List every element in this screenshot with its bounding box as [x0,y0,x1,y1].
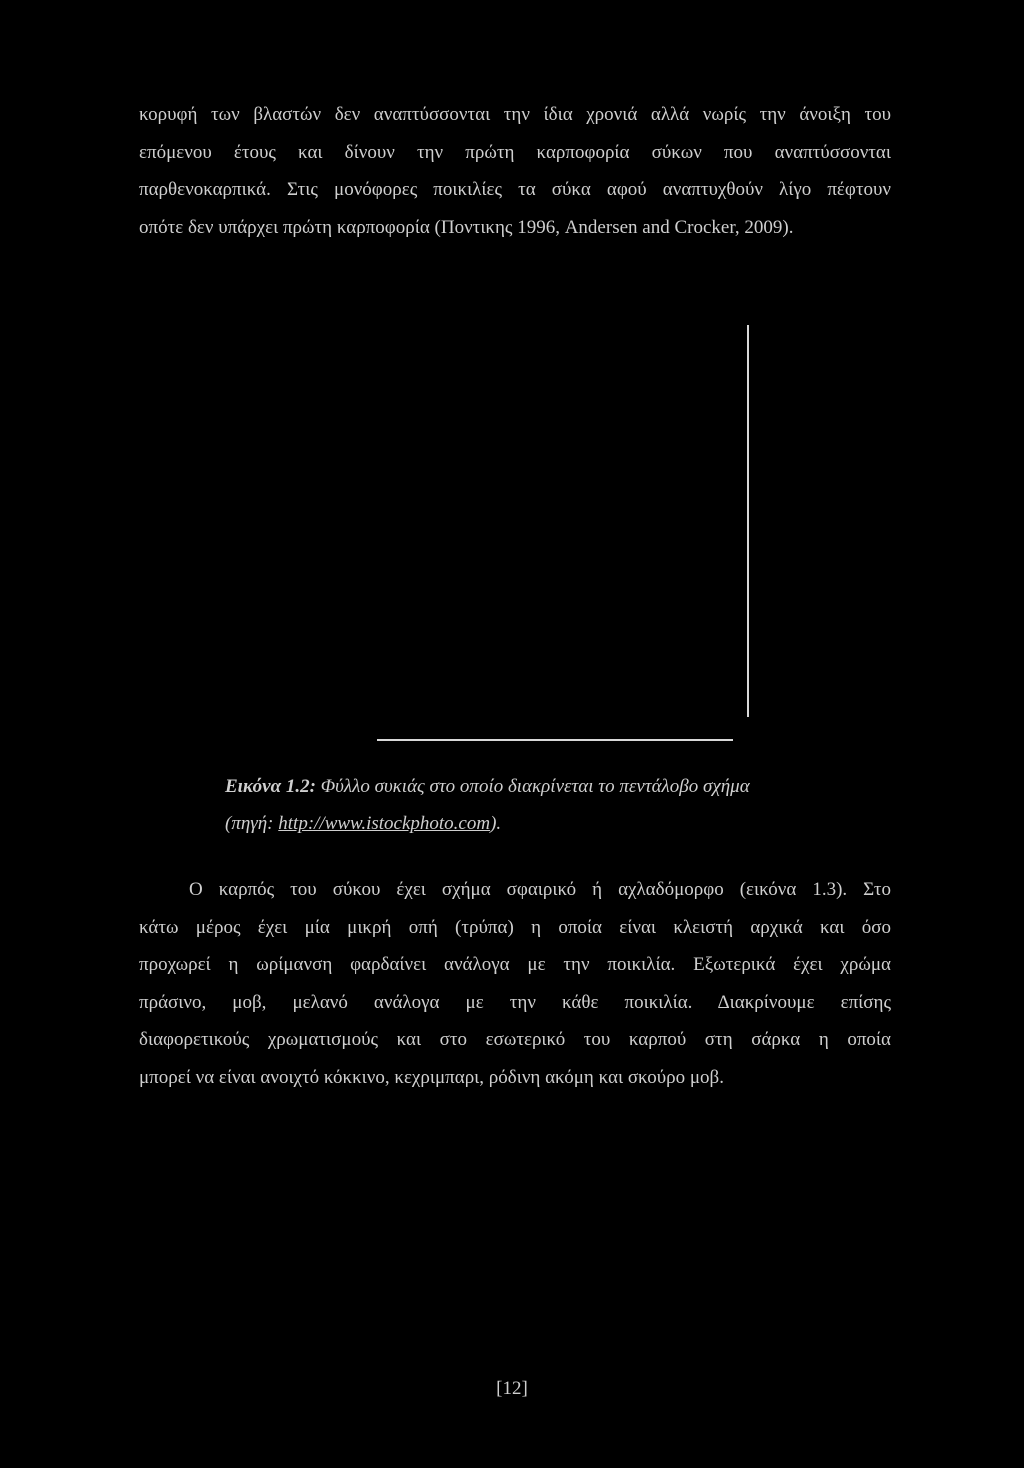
paragraph-line: προχωρεί η ωρίμανση φαρδαίνει ανάλογα με την ποικιλία. Εξωτερικά έχει χρώμα [139,954,891,975]
paragraph-line: διαφορετικούς χρωματισμούς και στο εσωτερικό του καρπού στη σάρκα η οποία [139,1029,891,1050]
page-number: [12] [496,1378,528,1399]
paragraph-line: Ο καρπός του σύκου έχει σχήμα σφαιρικό ή αχλαδόμορφο (εικόνα 1.3). Στο [189,879,891,900]
paragraph-line: παρθενοκαρπικά. Στις μονόφορες ποικιλίες τα σύκα αφού αναπτυχθούν λίγο πέφτουν [139,179,891,200]
paragraph-line: πράσινο, μοβ, μελανό ανάλογα με την κάθε ποικιλία. Διακρίνουμε επίσης [139,991,891,1013]
caption-source-prefix: (πηγή: [225,813,279,834]
figure-image-area [139,320,891,750]
paragraph-line: κάτω μέρος έχει μία μικρή οπή (τρύπα) η οποία είναι κλειστή αρχικά και όσο [139,916,891,938]
caption-source-link[interactable]: http://www.istockphoto.com [278,813,491,834]
figure-caption [225,768,865,842]
body-paragraph-2 [139,871,891,1096]
paragraph-line: επόμενου έτους και δίνουν την πρώτη καρποφορία σύκων που αναπτύσσονται [139,141,891,163]
paragraph-line: κορυφή των βλαστών δεν αναπτύσσονται την ίδια χρονιά αλλά νωρίς την άνοιξη του [139,104,891,125]
paragraph-line: οπότε δεν υπάρχει πρώτη καρποφορία (Ποντικης 1996, Andersen and Crocker, 2009). [139,216,794,238]
caption-label: Εικόνα 1.2: [225,776,316,797]
body-paragraph-1 [139,96,891,246]
caption-text: Φύλλο συκιάς στο οποίο διακρίνεται το πεντάλοβο σχήμα [315,776,750,797]
figure-border-bottom [377,739,733,741]
paragraph-line: μπορεί να είναι ανοιχτό κόκκινο, κεχριμπαρι, ρόδινη ακόμη και σκούρο μοβ. [139,1066,724,1088]
figure-border-right [747,325,749,717]
caption-source-suffix: ). [490,813,502,834]
